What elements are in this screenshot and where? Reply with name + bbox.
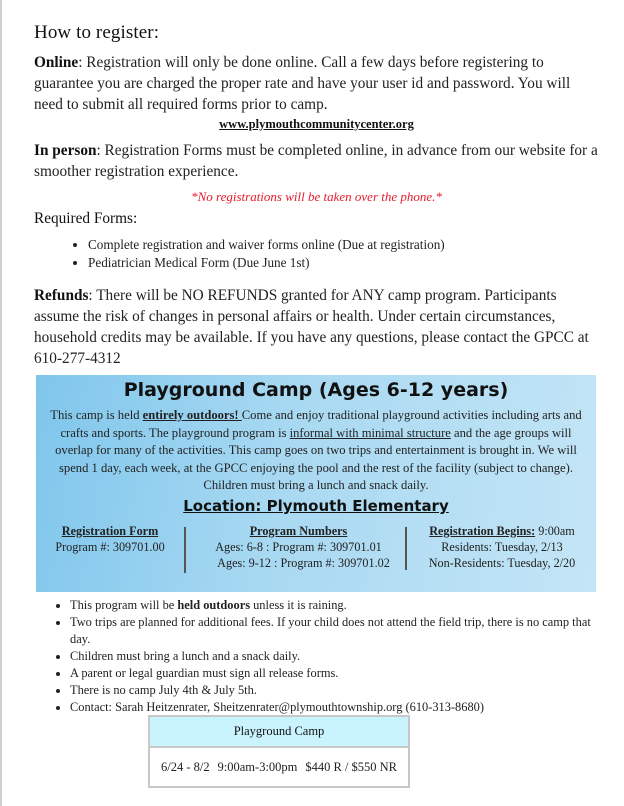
page-left-border [0, 0, 2, 806]
schedule-table [148, 715, 410, 788]
phone-warning: *No registrations will be taken over the phone.* [191, 189, 442, 204]
registration-begins-time: 9:00am [535, 524, 575, 538]
registration-begins-column [408, 523, 596, 571]
column-divider [184, 527, 186, 573]
refunds-text: : There will be NO REFUNDS granted for ANY camp program. Participants assume the risk of changes in personal affairs or health. Under certain circumstances, household credits may be available. If you have any questions, please contact the GPCC at 610-277-4312 [34, 287, 589, 367]
program-number-line: Ages: 9-12 : Program #: 309701.02 [217, 556, 390, 570]
registration-form-program: Program #: 309701.00 [55, 540, 165, 554]
refunds-label: Refunds [34, 287, 89, 304]
column-divider [405, 527, 407, 570]
note-emphasis: held outdoors [177, 598, 251, 612]
in-person-paragraph [34, 140, 599, 182]
list-item: • Complete registration and waiver forms online (Due at registration) [88, 236, 445, 254]
schedule-cell [149, 747, 409, 787]
registration-date-line: Residents: Tuesday, 2/13 [441, 540, 563, 554]
registration-begins-heading: Registration Begins: [429, 524, 536, 538]
note-text: This program will be [70, 598, 178, 612]
camp-desc-emphasis: entirely outdoors! [142, 408, 242, 422]
list-item: • Contact: Sarah Heitzenrater, Sheitzenrater@plymouthtownship.org (610-313-8680) [70, 699, 610, 716]
camp-desc-text: Come and enjoy traditional playground activities including arts and crafts and sports. The playground program is [60, 408, 582, 440]
online-label: Online [34, 54, 79, 71]
required-forms-list [74, 236, 445, 272]
list-item: • Children must bring a lunch and a snack daily. [70, 648, 610, 665]
camp-desc-text: and the age groups will overlap for many of the activities. This camp goes on two trips and entertainment is brought in. We will spend 1 day, each week, at the GPCC enjoying the pool and the rest of the facility (subject to change). Children must bring a lunch and snack daily. [55, 425, 577, 493]
note-text: unless it is raining. [250, 598, 347, 612]
list-item: • Two trips are planned for additional fees. If your child does not attend the field trip, there is no camp that day. [70, 614, 610, 648]
list-item [70, 597, 610, 614]
playground-camp-box [36, 375, 596, 592]
camp-description [40, 407, 592, 495]
in-person-label: In person [34, 142, 97, 159]
website-link[interactable]: www.plymouthcommunitycenter.org [219, 117, 414, 131]
program-numbers-column [191, 523, 406, 571]
how-to-register-heading: How to register: [34, 22, 160, 43]
schedule-header-row [149, 716, 409, 747]
program-numbers-heading: Program Numbers [249, 524, 348, 538]
registration-form-heading: Registration Form [61, 524, 159, 538]
schedule-header: Playground Camp [149, 716, 409, 747]
list-item: • Pediatrician Medical Form (Due June 1st) [88, 254, 445, 272]
in-person-text: : Registration Forms must be completed online, in advance from our website for a smoother registration experience. [34, 142, 598, 180]
refunds-paragraph [34, 285, 599, 369]
program-number-line: Ages: 6-8 : Program #: 309701.01 [215, 540, 382, 554]
camp-location: Location: Plymouth Elementary [183, 497, 449, 515]
registration-form-column [36, 523, 184, 555]
required-forms-heading: Required Forms: [34, 210, 138, 227]
camp-desc-underline: informal with minimal structure [289, 425, 451, 440]
list-item: • There is no camp July 4th & July 5th. [70, 682, 610, 699]
schedule-time: 9:00am-3:00pm [217, 759, 298, 774]
camp-notes-list [50, 597, 610, 716]
registration-date-line: Non-Residents: Tuesday, 2/20 [428, 556, 576, 570]
online-paragraph [34, 52, 599, 115]
online-text: : Registration will only be done online. Call a few days before registering to guarantee you are charged the proper rate and have your user id and password. You will need to submit all required forms prior to camp. [34, 54, 571, 113]
schedule-price: $440 R / $550 NR [305, 759, 397, 774]
schedule-dates: 6/24 - 8/2 [161, 759, 210, 774]
list-item: • A parent or legal guardian must sign all release forms. [70, 665, 610, 682]
camp-desc-text: This camp is held [50, 408, 143, 422]
camp-title: Playground Camp (Ages 6-12 years) [123, 379, 509, 401]
table-row [149, 747, 409, 787]
